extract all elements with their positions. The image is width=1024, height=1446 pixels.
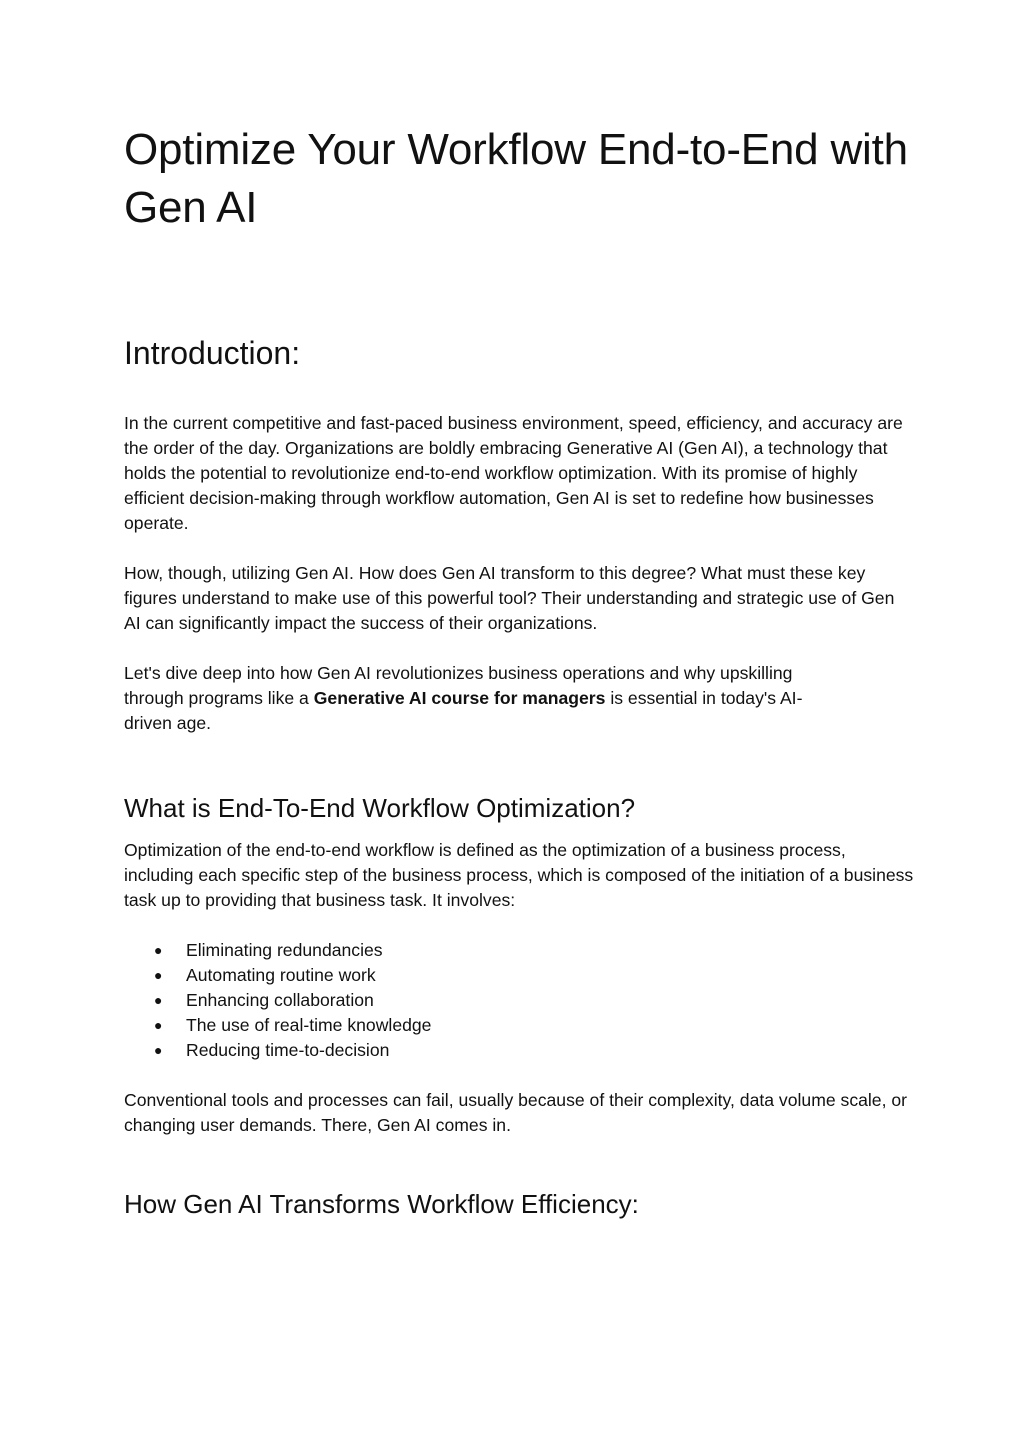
list-item-text: Automating routine work xyxy=(186,965,376,985)
bullet-icon: ● xyxy=(154,942,163,958)
section-1-paragraph-2: Conventional tools and processes can fail, usually because of their complexity, data volume scale, or changing user demands. There, Gen AI comes in. xyxy=(124,1090,908,1135)
intro-paragraph-3-text-start: Let's dive deep into how Gen AI revolutionizes business operations and why upskilling through programs like a xyxy=(124,663,793,708)
benefits-list xyxy=(124,938,431,1063)
section-heading-workflow-optimization: What is End-To-End Workflow Optimization? xyxy=(124,793,636,823)
list-item-text: Enhancing collaboration xyxy=(186,990,374,1010)
bullet-icon: ● xyxy=(154,992,163,1008)
list-item xyxy=(124,1013,431,1038)
list-item-text: Eliminating redundancies xyxy=(186,940,383,960)
list-item xyxy=(124,1038,431,1063)
bullet-icon: ● xyxy=(154,1042,163,1058)
bullet-icon: ● xyxy=(154,1017,163,1033)
list-item-text: Reducing time-to-decision xyxy=(186,1040,390,1060)
list-item xyxy=(124,988,431,1013)
intro-heading: Introduction: xyxy=(124,335,301,371)
intro-paragraph-3 xyxy=(124,661,844,736)
bullet-icon: ● xyxy=(154,967,163,983)
course-name-bold: Generative AI course for managers xyxy=(313,688,606,708)
list-item-text: The use of real-time knowledge xyxy=(186,1015,432,1035)
list-item xyxy=(124,963,431,988)
section-heading-gen-ai-transforms: How Gen AI Transforms Workflow Efficiency: xyxy=(124,1189,639,1219)
intro-paragraph-3-text-end: is essential in today's AI-driven age. xyxy=(124,688,803,733)
intro-paragraph-2: How, though, utilizing Gen AI. How does Gen AI transform to this degree? What must these key figures understand to make use of this powerful tool? Their understanding and strategic use of Gen AI can significantly impact the success of their organizations. xyxy=(124,563,895,633)
section-1-paragraph-1: Optimization of the end-to-end workflow is defined as the optimization of a business process, including each specific step of the business process, which is composed of the initiation of a business task up to providing that business task. It involves: xyxy=(124,840,914,910)
list-item xyxy=(124,938,431,963)
document-title: Optimize Your Workflow End-to-End with Gen AI xyxy=(124,125,908,232)
intro-paragraph-1: In the current competitive and fast-paced business environment, speed, efficiency, and accuracy are the order of the day. Organizations are boldly embracing Generative AI (Gen AI), a technology that holds the potential to revolutionize end-to-end workflow optimization. With its promise of highly efficient decision-making through workflow automation, Gen AI is set to redefine how businesses operate. xyxy=(124,413,903,533)
